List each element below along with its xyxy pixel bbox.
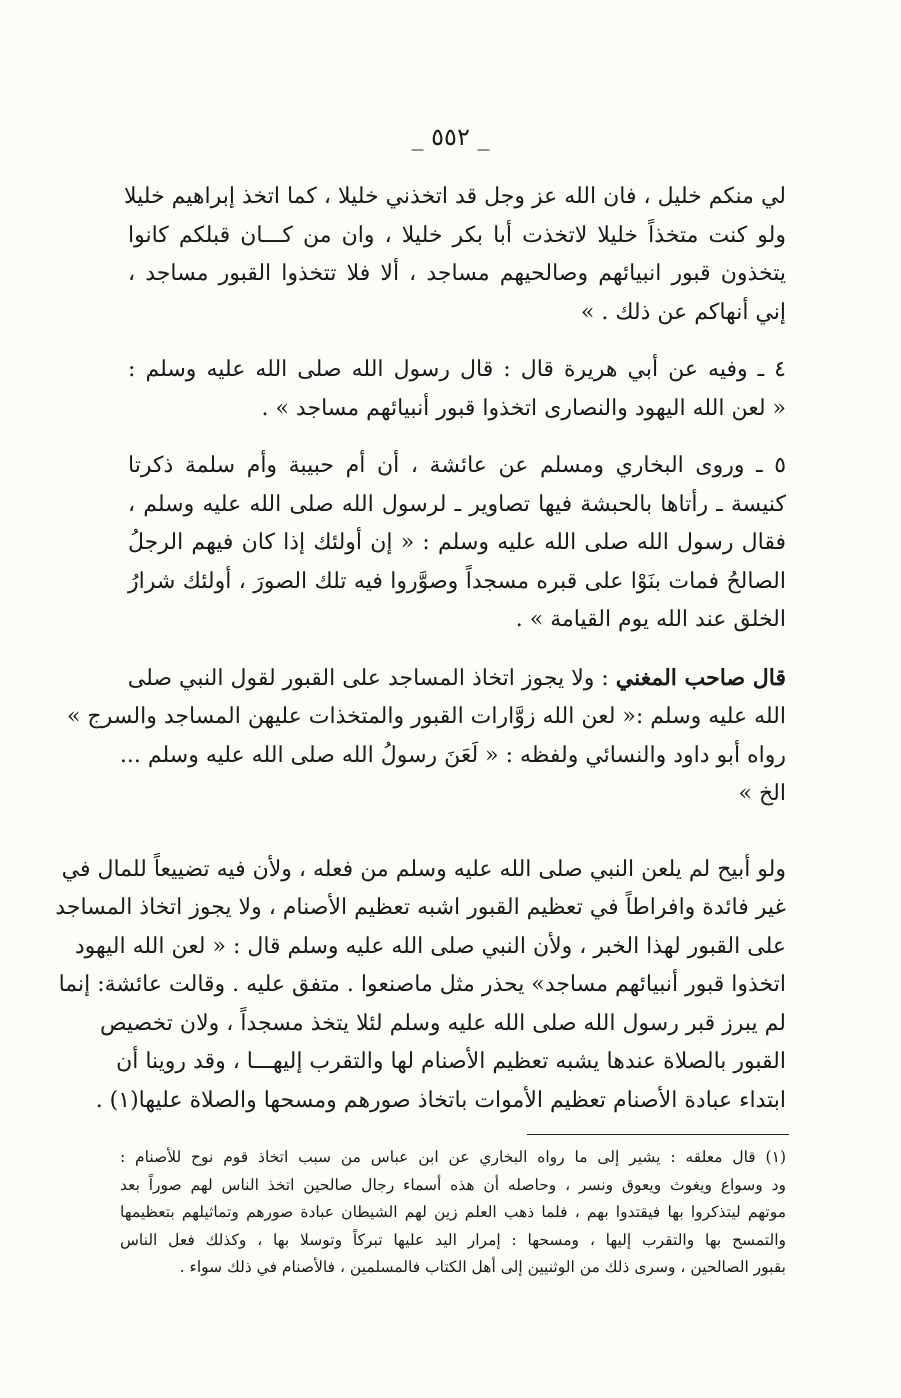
paragraph-5 — [55, 851, 786, 1121]
text-line: رواه أبو داود والنسائي ولفظه : « لَعَنَ رسولُ الله صلى الله عليه وسلم ... — [119, 742, 786, 768]
footnote-line: ود وسواع ويغوث ويعوق ونسر ، وحاصله أن هذه أسماء رجال صالحين اتخذ الناس لهم صوراً بعد — [120, 1175, 786, 1194]
text-line: ٥ ـ وروى البخاري ومسلم عن عائشة ، أن أم حبيبة وأم سلمة ذكرتا — [128, 453, 787, 478]
footnote-divider — [527, 1134, 789, 1135]
text-line: القبور بالصلاة عندها يشبه تعظيم الأصنام لها والتقرب إليهـــا ، وقد روينا أن — [116, 1049, 786, 1074]
paragraph-2 — [128, 351, 786, 428]
text-line: لي منكم خليل ، فان الله عز وجل قد اتخذني خليلا ، كما اتخذ إبراهيم خليلا — [123, 184, 786, 209]
paragraph-3 — [128, 447, 786, 640]
text-line-rest: : ولا يجوز اتخاذ المساجد على القبور لقول النبي صلى — [127, 665, 616, 691]
text-line: فقال رسول الله صلى الله عليه وسلم : « إن أولئك إذا كان فيهم الرجلُ — [128, 530, 786, 555]
text-line — [128, 659, 786, 699]
main-text — [55, 178, 787, 1139]
footnote-line: (١) قال معلقه : يشير إلى ما رواه البخاري عن ابن عباس من سبب اتخاذ قوم نوح للأصنام : — [120, 1148, 786, 1166]
text-line: الله عليه وسلم :« لعن الله زوَّارات القبور والمتخذات عليهن المساجد والسرج » — [66, 704, 786, 729]
paragraph-4 — [66, 659, 786, 814]
footnote-line: والتمسح بها والتقرب إليها ، ومسحها : إمرار اليد عليها تبركاً وتوسلا بها ، وكذلك فعل الناس — [120, 1230, 786, 1249]
text-line: الخ » — [738, 781, 786, 806]
footnote-line: بقبور الصالحين ، وسرى ذلك من الوثنيين إلى أهل الكتاب فالمسلمين ، فالأصنام في ذلك سواء . — [179, 1258, 786, 1276]
footnote — [120, 1144, 786, 1282]
quoted-author: قال صاحب المغني — [615, 664, 786, 691]
text-line: يتخذون قبور انبيائهم وصالحيهم مساجد ، ألا فلا تتخذوا القبور مساجد ، — [128, 261, 786, 286]
text-line: ولو أبيح لم يلعن النبي صلى الله عليه وسلم من فعله ، ولأن فيه تضييعاً للمال في — [61, 856, 786, 882]
text-line: « لعن الله اليهود والنصارى اتخذوا قبور أنبيائهم مساجد » . — [261, 395, 786, 421]
paragraph-gap — [128, 833, 786, 851]
text-line: إني أنهاكم عن ذلك . » — [580, 299, 786, 325]
text-line: ٤ ـ وفيه عن أبي هريرة قال : قال رسول الله صلى الله عليه وسلم : — [128, 357, 786, 382]
text-line: لم يبرز قبر رسول الله صلى الله عليه وسلم لئلا يتخذ مسجداً ، ولان تخصيص — [99, 1010, 786, 1036]
footnote-line: موتهم ليتذكروا بها فيقتدوا بهم ، فلما ذهب العلم زين لهم الشيطان عبادة صورهم وتماثيلهم بتعظيمها — [120, 1203, 786, 1221]
text-line: على القبور لهذا الخبر ، ولأن النبي صلى الله عليه وسلم قال : « لعن الله اليهود — [74, 933, 786, 959]
text-line: الخلق عند الله يوم القيامة » . — [515, 607, 786, 632]
text-line: ابتداء عبادة الأصنام تعظيم الأموات باتخاذ صورهم ومسحها والصلاة عليها(١) . — [95, 1087, 786, 1113]
page-number: _ ٥٥٢ _ — [411, 123, 490, 151]
text-line: كنيسة ـ رأتاها بالحبشة فيها تصاوير ـ لرسول الله صلى الله عليه وسلم ، — [128, 491, 786, 517]
text-line: ولو كنت متخذاً خليلا لاتخذت أبا بكر خليلا ، وان من كـــان قبلكم كانوا — [128, 222, 786, 248]
text-line: اتخذوا قبور أنبيائهم مساجد» يحذر مثل ماصنعوا . متفق عليه . وقالت عائشة: إنما — [58, 972, 786, 997]
paragraph-1 — [123, 178, 786, 332]
text-line: غير فائدة وافراطاً في تعظيم القبور اشبه تعظيم الأصنام ، ولا يجوز اتخاذ المساجد — [55, 895, 786, 920]
text-line: الصالحُ فمات بنَوْا على قبره مسجداً وصوَّروا فيه تلك الصورَ ، أولئك شرارُ — [128, 568, 786, 594]
